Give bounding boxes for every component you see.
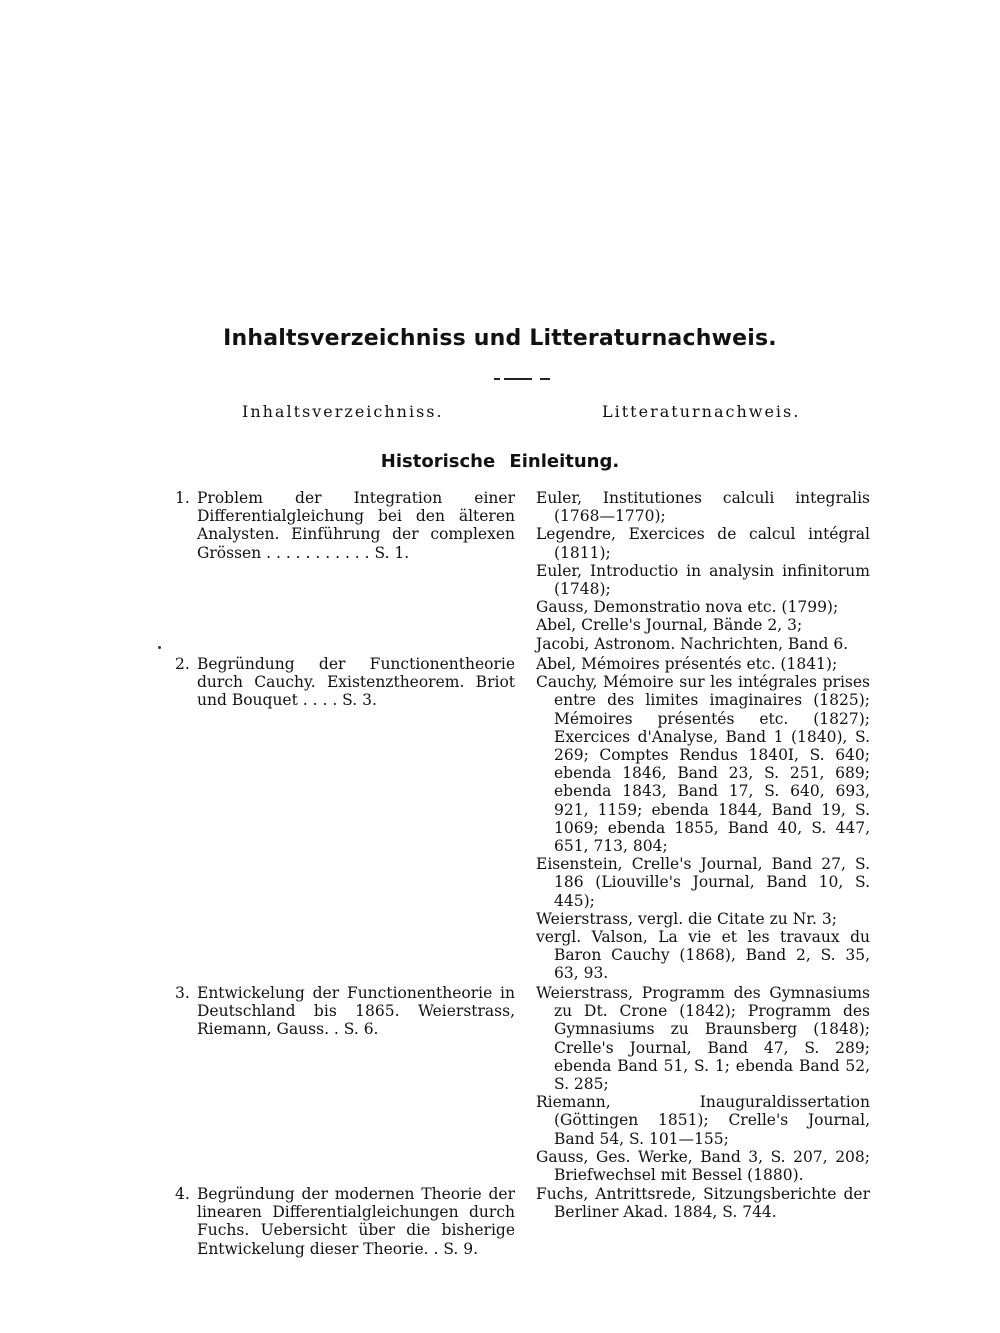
literature-group	[536, 655, 870, 983]
literature-item: Euler, Institutiones calculi integralis (1768—1770);	[536, 489, 870, 526]
entry-text: Entwickelung der Functionentheorie in Deutschland bis 1865. Weierstrass, Riemann, Gauss. . S. 6.	[197, 984, 515, 1039]
entry-number: 4.	[175, 1185, 190, 1203]
literature-group	[536, 984, 870, 1184]
entry-text: Begründung der Functionentheorie durch Cauchy. Existenztheorem. Briot und Bouquet . . . . S. 3.	[197, 655, 515, 710]
entry-number: 2.	[175, 655, 190, 673]
section-title: Historische Einleitung.	[380, 451, 620, 472]
literature-group	[536, 489, 870, 653]
entry-number: 3.	[175, 984, 190, 1002]
contents-column-header: Inhaltsverzeichniss.	[242, 402, 444, 421]
page-title: Inhaltsverzeichniss und Litteraturnachweis.	[223, 326, 777, 351]
literature-column-header: Litteraturnachweis.	[602, 402, 801, 421]
literature-item: vergl. Valson, La vie et les travaux du Baron Cauchy (1868), Band 2, S. 35, 63, 93.	[536, 928, 870, 983]
literature-item: Eisenstein, Crelle's Journal, Band 27, S. 186 (Liouville's Journal, Band 10, S. 445);	[536, 855, 870, 910]
literature-item: Weierstrass, Programm des Gymnasiums zu Dt. Crone (1842); Programm des Gymnasiums zu Braunsberg (1848); Crelle's Journal, Band 47, S. 289; ebenda Band 51, S. 1; ebenda Band 52, S. 285;	[536, 984, 870, 1094]
literature-item: Fuchs, Antrittsrede, Sitzungsberichte der Berliner Akad. 1884, S. 744.	[536, 1185, 870, 1222]
contents-entry	[175, 489, 515, 562]
literature-item: Euler, Introductio in analysin infinitorum (1748);	[536, 561, 870, 599]
contents-entry	[175, 984, 515, 1039]
literature-group	[536, 1185, 870, 1221]
literature-item: Abel, Crelle's Journal, Bände 2, 3;	[536, 616, 803, 635]
contents-entry	[175, 1185, 515, 1258]
literature-item: Jacobi, Astronom. Nachrichten, Band 6.	[536, 634, 849, 653]
entry-number: 1.	[175, 489, 190, 507]
title-separator	[494, 378, 556, 380]
literature-item: Weierstrass, vergl. die Citate zu Nr. 3;	[536, 909, 837, 928]
literature-item: Gauss, Ges. Werke, Band 3, S. 207, 208; Briefwechsel mit Bessel (1880).	[536, 1147, 870, 1185]
literature-item: Riemann, Inauguraldissertation (Göttingen 1851); Crelle's Journal, Band 54, S. 101—155;	[536, 1093, 870, 1148]
contents-entry	[175, 655, 515, 710]
literature-item: Cauchy, Mémoire sur les intégrales prises entre des limites imaginaires (1825); Mémoires présentés etc. (1827); Exercices d'Analyse, Band 1 (1840), S. 269; Comptes Rendus 1840I, S. 640; ebenda 1846, Band 23, S. 251, 689; ebenda 1843, Band 17, S. 640, 693, 921, 1159; ebenda 1844, Band 19, S. 1069; ebenda 1855, Band 40, S. 447, 651, 713, 804;	[536, 673, 870, 856]
literature-item: Gauss, Demonstratio nova etc. (1799);	[536, 598, 839, 617]
literature-item: Abel, Mémoires présentés etc. (1841);	[536, 655, 838, 673]
entry-text: Problem der Integration einer Differentialgleichung bei den älteren Analysten. Einführung der complexen Grössen . . . . . . . . . . . S. 1.	[197, 489, 515, 562]
entry-text: Begründung der modernen Theorie der linearen Differentialgleichungen durch Fuchs. Uebersicht über die bisherige Entwickelung dieser Theorie. . S. 9.	[197, 1185, 515, 1258]
margin-mark	[158, 646, 161, 649]
literature-item: Legendre, Exercices de calcul intégral (1811);	[536, 525, 870, 562]
